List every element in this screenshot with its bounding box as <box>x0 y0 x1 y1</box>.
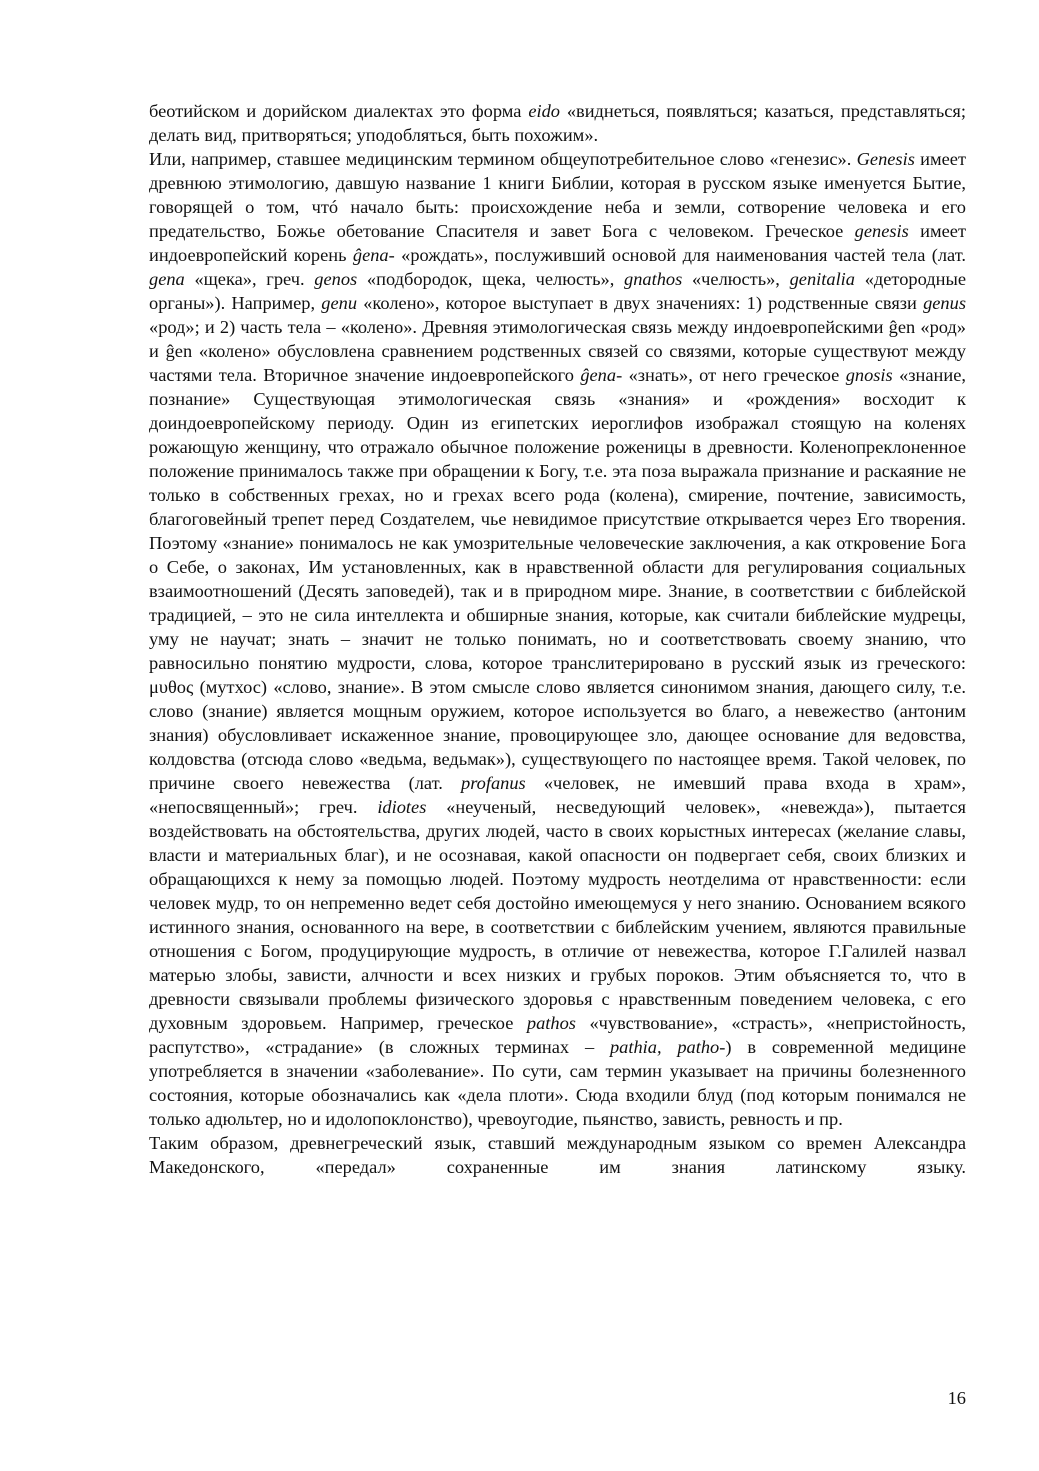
text-run: «род»; и 2) часть тела – «колено». Древняя этимологическая связь между индоевропейскими ĝen «род» и ĝen «колено» обусловлена сравнением родственных связей со связями, которые существуют между частями тела. Вторичное значение индоевропейского <box>149 317 966 385</box>
paragraph-1 <box>149 99 966 147</box>
text-run-italic: gena <box>149 269 185 289</box>
text-run-italic: gnathos <box>624 269 683 289</box>
text-run: «щека», греч. <box>184 269 315 289</box>
text-run: «подбородок, щека, челюсть», <box>357 269 625 289</box>
text-run-italic: ĝena- <box>580 365 623 385</box>
text-run: беотийском и дорийском диалектах это форма <box>149 101 529 121</box>
text-run-italic: gnosis <box>845 365 893 385</box>
text-run-italic: idiotes <box>377 797 427 817</box>
text-run: Или, например, ставшее медицинским термином общеупотребительное слово «генезис». <box>149 149 857 169</box>
text-run-italic: genos <box>314 269 358 289</box>
text-run: «виднеться, появляться; казаться, представляться; делать вид, притворяться; уподобляться, быть похожим». <box>149 101 966 145</box>
paragraph-3 <box>149 1131 966 1179</box>
text-run: имеет индоевропейский корень <box>149 221 966 265</box>
text-run: «детородные органы»). Например, <box>149 269 966 313</box>
text-run: «колено», которое выступает в двух значениях: 1) родственные связи <box>357 293 924 313</box>
text-run: «человек, не имевший права входа в храм», «непосвященный»; греч. <box>149 773 966 817</box>
text-run-italic: pathos <box>526 1013 576 1033</box>
text-run: ) в современной медицине употребляется в значении «заболевание». По сути, сам термин указывает на причины болезненного состояния, которые обозначались как «дела плоти». Сюда входили блуд (под которым понимался не только адюльтер, но и идолопоклонство), чревоугодие, пьянство, зависть, ревность и пр. <box>149 1037 966 1129</box>
paragraph-2 <box>149 147 966 1131</box>
text-run-italic: genitalia <box>789 269 855 289</box>
text-run: Таким образом, древнегреческий язык, ставший международным языком со времен Александра Македонского, «передал» сохраненные им знания латинскому языку. <box>149 1133 966 1177</box>
text-run-italic: genus <box>923 293 966 313</box>
text-run-italic: profanus <box>461 773 526 793</box>
text-run-italic: eido <box>528 101 560 121</box>
text-run: «чувствование», «страсть», «непристойность, распутство», «страдание» (в сложных терминах – <box>149 1013 966 1057</box>
page-number: 16 <box>947 1388 966 1408</box>
text-run-italic: genu <box>321 293 358 313</box>
text-run: «рождать», послуживший основой для наименования частей тела (лат. <box>394 245 966 265</box>
text-run: имеет древнюю этимологию, давшую название 1 книги Библии, которая в русском языке именуется Бытие, говорящей о том, чтó начало быть: происхождение неба и земли, сотворение человека и его предательство, Божье обетование Спасителя и завет Бога с человеком. Греческое <box>149 149 966 241</box>
document-body <box>149 99 966 1179</box>
text-run-italic: pathia, patho- <box>609 1037 726 1057</box>
text-run-italic: Genesis <box>856 149 915 169</box>
text-run-italic: ĝena- <box>352 245 395 265</box>
text-run-italic: genesis <box>854 221 909 241</box>
text-run: «неученый, несведующий человек», «невежда»), пытается воздействовать на обстоятельства, других людей, часто в своих корыстных интересах (желание славы, власти и материальных благ), и не осознавая, какой опасности он подвергает себя, своих близких и обращающихся к нему за помощью людей. Поэтому мудрость неотделима от нравственности: если человек мудр, то он непременно ведет себя достойно имеющемуся у него знанию. Основанием всякого истинного знания, основанного на вере, в соответствии с библейским учением, являются правильные отношения с Богом, продуцирующие мудрость, в отличие от невежества, которое Г.Галилей назвал матерью злобы, зависти, алчности и всех низких и грубых пороков. Этим объясняется то, что в древности связывали проблемы физического здоровья с нравственным поведением человека, с его духовным здоровьем. Например, греческое <box>149 797 966 1033</box>
text-run: «челюсть», <box>682 269 790 289</box>
text-run: «знание, познание» Существующая этимологическая связь «знания» и «рождения» восходит к доиндоевропейскому периоду. Один из египетских иероглифов изображал стоящую на коленях рожающую женщину, что отражало обычное положение роженицы в древности. Коленопреклоненное положение принималось также при обращении к Богу, т.е. эта поза выражала признание и раскаяние не только в собственных грехах, но и грехах всего рода (колена), смирение, почтение, зависимость, благоговейный трепет перед Создателем, чье невидимое присутствие открывается через Его творения. Поэтому «знание» понималось не как умозрительные человеческие заключения, а как откровение Бога о Себе, о законах, Им установленных, как в нравственной области для регулирования социальных взаимоотношений (Десять заповедей), так и в природном мире. Знание, в соответствии с библейской традицией, – это не сила интеллекта и обширные знания, которые, как считали библейские мудрецы, уму не научат; знать – значит не только понимать, но и соответствовать своему знанию, что равносильно понятию мудрости, слова, которое транслитерировано в русский язык из греческого: μυθος (мутхос) «слово, знание». В этом смысле слово является синонимом знания, дающего силу, т.е. слово (знание) является мощным оружием, которое используется во благо, а невежество (антоним знания) обусловливает искаженное знание, провоцирующее зло, дающее основание для ведовства, колдовства (отсюда слово «ведьма, ведьмак»), существующего по настоящее время. Такой человек, по причине своего невежества (лат. <box>149 365 966 793</box>
text-run: «знать», от него греческое <box>622 365 846 385</box>
